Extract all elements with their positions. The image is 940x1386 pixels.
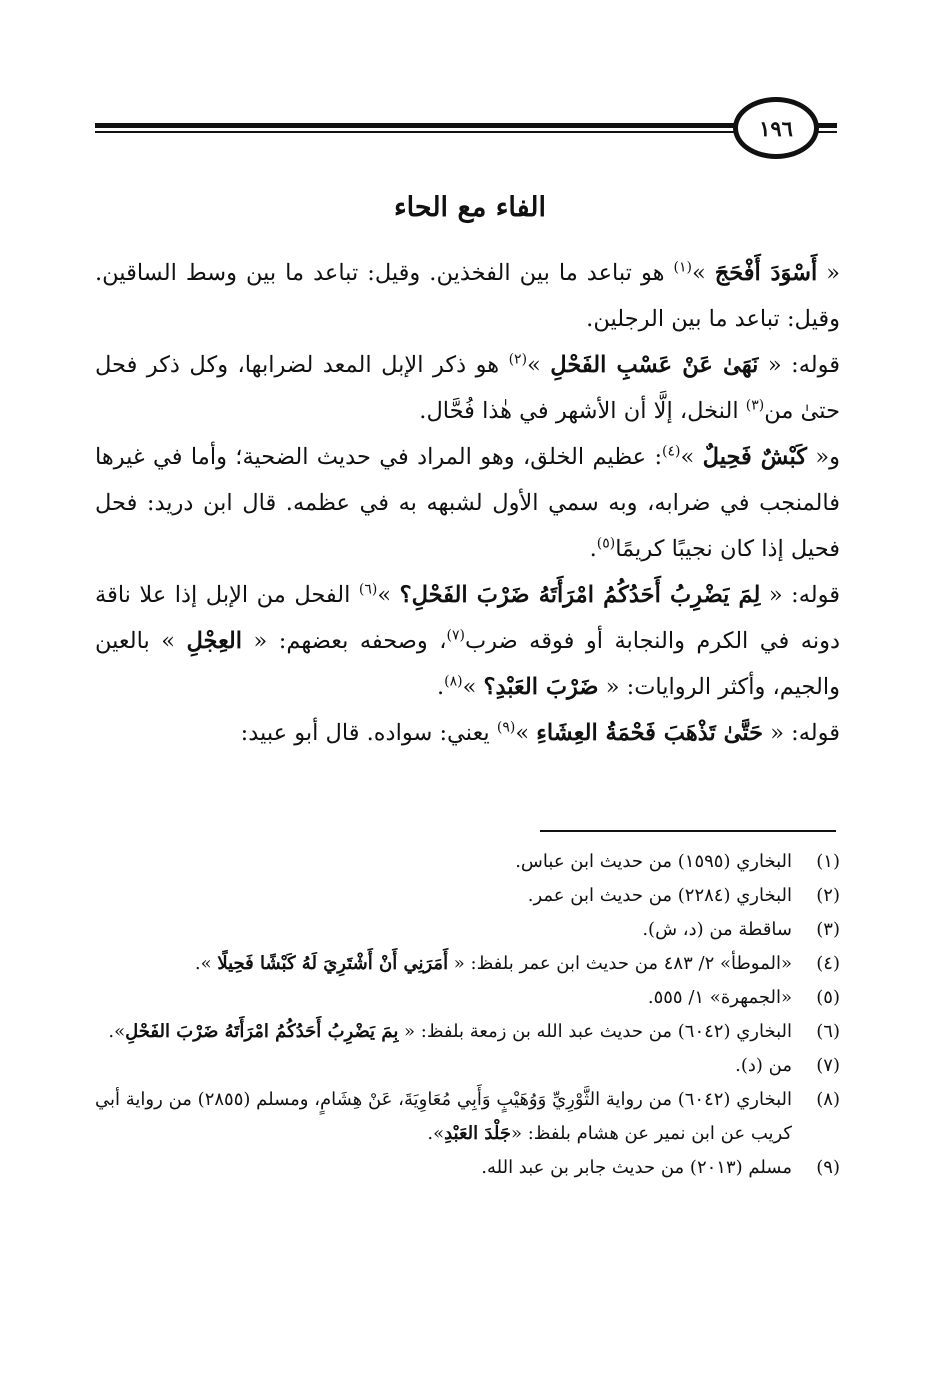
footnote-number: (٨) bbox=[816, 1089, 840, 1110]
footnote-text: «الجمهرة» ١/ ٥٥٥. bbox=[647, 987, 792, 1008]
footnote-ref[interactable]: (٩) bbox=[496, 719, 516, 736]
footnote-ref[interactable]: (١) bbox=[673, 259, 692, 276]
hadith-phrase: حَتَّىٰ تَذْهَبَ فَحْمَةُ العِشَاءِ bbox=[536, 720, 764, 746]
paragraph-1: « أَسْوَدَ أَفْحَجَ »$^{(١)}$ هو تباعد ما بين الفخذين. وقيل: تباعد ما بين وسط الساقين. وقيل: تباعد ما بين الرجلين. bbox=[95, 259, 841, 332]
header-rule-thin bbox=[95, 131, 735, 133]
footnote-number: (٤) bbox=[816, 953, 840, 974]
footnote-text: «الموطأ» ٢/ ٤٨٣ من حديث ابن عمر بلفظ: « أَمَرَنِي أَنْ أَشْتَرِيَ لَهُ كَبْشًا فَحِيلًا ». bbox=[194, 953, 792, 974]
footnote-text: ساقطة من (د، ش). bbox=[642, 919, 792, 940]
footnote-number: (٧) bbox=[816, 1055, 840, 1076]
footnote-6 bbox=[95, 1015, 840, 1049]
page-number: ١٩٦ bbox=[759, 115, 793, 141]
paragraph-4: قوله: « لِمَ يَضْرِبُ أَحَدُكُمُ امْرَأَتَهُ ضَرْبَ الفَحْلِ؟ »$^{(٦)}$ الفحل من الإبل إذا علا ناقة دونه في الكرم والنجابة أو فوقه ضرب$^{(٧)}$، وصحفه بعضهم: « العِجْلِ » بالعين والجيم، وأكثر الروايات: « ضَرْبَ العَبْدِ؟ »$^{(٨)}$. bbox=[95, 581, 841, 700]
footnotes-separator bbox=[540, 830, 836, 832]
paragraph-5: قوله: « حَتَّىٰ تَذْهَبَ فَحْمَةُ العِشَاءِ »$^{(٩)}$ يعني: سواده. قال أبو عبيد: bbox=[240, 719, 840, 746]
hadith-phrase: كَبْشٌ فَحِيلٌ bbox=[702, 444, 807, 470]
footnote-text: البخاري (٦٠٤٢) من حديث عبد الله بن زمعة بلفظ: « بِمَ يَضْرِبُ أَحَدُكُمُ امْرَأَتَهُ ضَرْبَ الفَحْلِ». bbox=[108, 1021, 792, 1042]
footnote-text: البخاري (٢٢٨٤) من حديث ابن عمر. bbox=[527, 885, 792, 906]
paragraph-2: قوله: « نَهَىٰ عَنْ عَسْبِ الفَحْلِ »$^{(٢)}$ هو ذكر الإبل المعد لضرابها، وكل ذكر فحل حتىٰ من$^{(٣)}$ النخل، إلَّا أن الأشهر في هٰذا فُحَّال. bbox=[95, 351, 841, 424]
footnote-ref[interactable]: (٦) bbox=[358, 581, 378, 598]
footnote-1 bbox=[95, 845, 840, 879]
hadith-phrase: ضَرْبَ العَبْدِ؟ bbox=[483, 674, 599, 700]
footnote-ref[interactable]: (٤) bbox=[662, 443, 681, 460]
footnote-number: (٥) bbox=[816, 987, 840, 1008]
hadith-phrase: بِمَ يَضْرِبُ أَحَدُكُمُ امْرَأَتَهُ ضَرْبَ الفَحْلِ bbox=[125, 1021, 399, 1042]
footnote-number: (٣) bbox=[816, 919, 840, 940]
footnote-ref[interactable]: (٥) bbox=[596, 535, 616, 552]
footnote-number: (١) bbox=[816, 851, 840, 872]
hadith-phrase: نَهَىٰ عَنْ عَسْبِ الفَحْلِ bbox=[550, 352, 759, 378]
main-text bbox=[95, 250, 840, 756]
footnote-ref[interactable]: (٢) bbox=[508, 351, 528, 368]
footnote-ref[interactable]: (٨) bbox=[444, 673, 463, 690]
section-title: الفاء مع الحاء bbox=[393, 192, 547, 223]
hadith-phrase: جَلْدَ العَبْدِ bbox=[444, 1123, 511, 1144]
footnote-8 bbox=[95, 1083, 840, 1151]
paragraph-3: و« كَبْشٌ فَحِيلٌ »$^{(٤)}$: عظيم الخلق، وهو المراد في حديث الضحية؛ وأما في غيرها فالمنجب في ضرابه، وبه سمي الأول لشبهه به في عظمه. قال ابن دريد: فحل فحيل إذا كان نجيبًا كريمًا$^{(٥)}$. bbox=[95, 443, 840, 562]
footnote-text: من (د). bbox=[735, 1055, 792, 1076]
hadith-phrase: أَسْوَدَ أَفْحَجَ bbox=[714, 260, 818, 286]
footnote-text: مسلم (٢٠١٣) من حديث جابر بن عبد الله. bbox=[481, 1157, 792, 1178]
hadith-phrase: العِجْلِ bbox=[186, 628, 243, 654]
footnote-text: البخاري (١٥٩٥) من حديث ابن عباس. bbox=[515, 851, 792, 872]
page-number-badge bbox=[733, 97, 819, 159]
footnotes bbox=[95, 845, 840, 1185]
footnote-9 bbox=[95, 1151, 840, 1185]
page-header bbox=[0, 95, 940, 165]
footnote-number: (٩) bbox=[816, 1157, 840, 1178]
footnote-2 bbox=[95, 879, 840, 913]
footnote-ref[interactable]: (٧) bbox=[446, 627, 465, 644]
footnote-7 bbox=[95, 1049, 840, 1083]
footnote-5 bbox=[95, 981, 840, 1015]
footnote-4 bbox=[95, 947, 840, 981]
footnote-ref[interactable]: (٣) bbox=[745, 397, 765, 414]
footnote-text: البخاري (٦٠٤٢) من رواية الثَّوْرِيِّ وَوُهَيْبٍ وَأَبِي مُعَاوِيَةَ، عَنْ هِشَامٍ، ومسلم (٢٨٥٥) من رواية أبي كريب عن ابن نمير عن هشام بلفظ: «جَلْدَ العَبْدِ». bbox=[95, 1089, 792, 1144]
hadith-phrase: أَمَرَنِي أَنْ أَشْتَرِيَ لَهُ كَبْشًا فَحِيلًا bbox=[217, 953, 449, 974]
footnote-number: (٢) bbox=[816, 885, 840, 906]
footnote-3 bbox=[95, 913, 840, 947]
header-rule-thick bbox=[95, 123, 735, 128]
hadith-phrase: لِمَ يَضْرِبُ أَحَدُكُمُ امْرَأَتَهُ ضَرْبَ الفَحْلِ؟ bbox=[399, 582, 761, 608]
footnote-number: (٦) bbox=[816, 1021, 840, 1042]
